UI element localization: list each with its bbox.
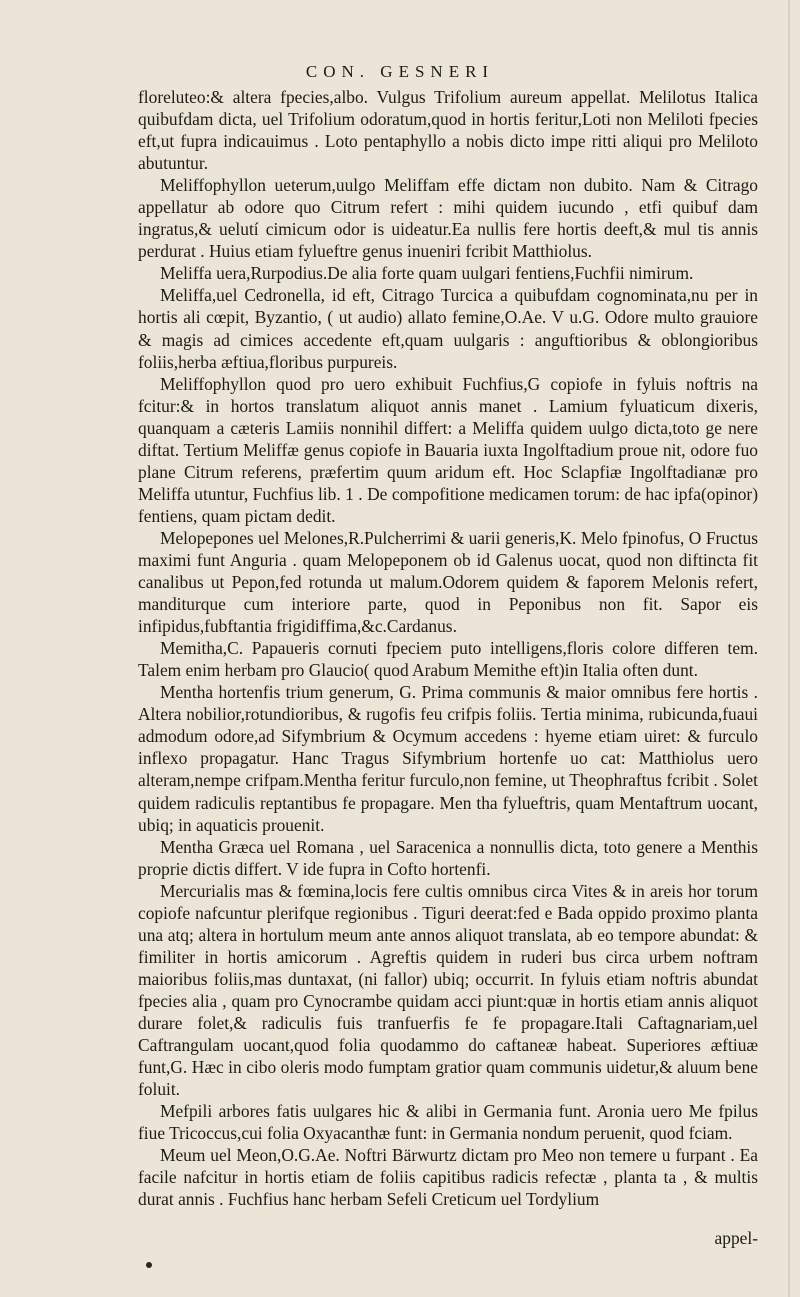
paragraph-melissophyllon-fuchsius: Meliffophyllon quod pro uero exhibuit Fuchfius,G copiofe in fyluis noftris na fcitur:& in hortos translatum aliquot annis manet . Lamium fyluaticum dixeris, quanquam a cæteris Lamiis nonnihil differt: a Meliffa quidem uulgo dicta,toto ge nere diftat. Tertium Meliffæ genus copiofe in Bauaria iuxta Ingolftadium proue nit, odore fuo plane Citrum referens, præfertim quum aridum eft. Hoc Sclapfiæ Ingolftadianæ pro Meliffa utuntur, Fuchfius lib. 1 . De compofitione medicamen torum: de hac ipfa(opinor) fentiens, quam pictam dedit. bbox=[138, 373, 758, 526]
paragraph-mercurialis: Mercurialis mas & fœmina,locis fere cultis omnibus circa Vites & in areis hor torum copiofe nafcuntur plerifque regionibus . Tiguri deerat:fed e Bada oppido proximo planta una atq; altera in hortulum meum ante annos aliquot translata, ab eo tempore abundat: & fimiliter in hortis amicorum . Agreftis quidem in ruderi bus circa urbem noftram maioribus foliis,mas duntaxat, (ni fallor) ubiq; occurrit. In fyluis etiam noftris abundat fpecies alia , quam pro Cynocrambe quidam acci piunt:quæ in hortis etiam annis aliquot durare folet,& radiculis fuis tranfuerfis fe fe propagare.Itali Caftagnariam,uel Caftrangulam uocant,quod folia quodammo do caftaneæ habeat. Superiores æftiuæ funt,G. Hæc in cibo oleris modo fumptam gratior quam communis uidetur,& aluum bene foluit. bbox=[138, 880, 758, 1100]
paragraph-melilotus: floreluteo:& altera fpecies,albo. Vulgus Trifolium aureum appellat. Melilotus Italica quibufdam dicta, uel Trifolium odoratum,quod in hortis feritur,Loti non Meliloti fpecies eft,ut fupra indicauimus . Loto pentaphyllo a nobis dicto impe ritti aliqui pro Meliloto abutuntur. bbox=[138, 87, 758, 174]
paragraph-mespili: Mefpili arbores fatis uulgares hic & alibi in Germania funt. Aronia uero Me fpilus fiue Tricoccus,cui folia Oxyacanthæ funt: in Germania nondum peruenit, quod fciam. bbox=[138, 1101, 758, 1144]
paragraph-melissa-uera: Meliffa uera,Rurpodius.De alia forte quam uulgari fentiens,Fuchfii nimirum. bbox=[160, 263, 694, 284]
paragraph-melissa-cedronella: Meliffa,uel Cedronella, id eft, Citrago Turcica a quibufdam cognominata,nu per in hortis ali cœpit, Byzantio, ( ut audio) allato femine,O.Ae. V u.G. Odore multo grauiore & magis ad cimices accedente eft,quam uulgaris : anguftioribus & oblongioribus foliis,herba æftiua,floribus purpureis. bbox=[138, 285, 758, 372]
running-header: CON. GESNERI bbox=[305, 62, 495, 81]
paragraph-melopepones: Melopepones uel Melones,R.Pulcherrimi & uarii generis,K. Melo fpinofus, O Fructus maximi funt Anguria . quam Melopeponem ob id Galenus uocat, quod non diftincta fit canalibus ut Pepon,fed rotunda ut malum.Odorem quidem & faporem Melonis refert, manditurque cum interiore parte, quod in Peponibus non fit. Sapor eis infipidus,fubftantia frigidiffima,&c.Cardanus. bbox=[138, 527, 758, 637]
paragraph-mentha-graeca: Mentha Græca uel Romana , uel Saracenica a nonnullis dicta, toto genere a Menthis proprie dictis differt. V ide fupra in Cofto hortenfi. bbox=[138, 836, 758, 879]
page-edge-line bbox=[788, 0, 790, 1297]
paragraph-mentha-hortensis: Mentha hortenfis trium generum, G. Prima communis & maior omnibus fere hortis . Altera nobilior,rotundioribus, & rugofis feu crifpis foliis. Tertia minima, rubicunda,fuaui admodum odore,ad Sifymbrium & Ocymum accedens : hyeme etiam uiret: & furculo inflexo propagatur. Hanc Tragus Sifymbrium hortenfe uo cat: Matthiolus uero alteram,nempe crifpam.Mentha feritur furculo,non femine, ut Theophraftus fcribit . Solet quidem radiculis reptantibus fe propagare. Men tha fylueftris, quam Mentaftrum uocant, ubiq; in aquaticis prouenit. bbox=[138, 682, 758, 835]
ink-dot bbox=[146, 1262, 152, 1268]
paragraph-meum: Meum uel Meon,O.G.Ae. Noftri Bärwurtz dictam pro Meo non temere u furpant . Ea facile nafcitur in hortis etiam de foliis capitibus radicis refectæ , planta ta , & multis durat annis . Fuchfius hanc herbam Sefeli Creticum uel Tordylium bbox=[138, 1145, 758, 1210]
body-text bbox=[138, 86, 758, 1210]
paragraph-memitha: Memitha,C. Papaueris cornuti fpeciem puto intelligens,floris colore differen tem. Talem enim herbam pro Glaucio( quod Arabum Memithe eft)in Italia often dunt. bbox=[138, 638, 758, 681]
paragraph-melissophyllon: Meliffophyllon ueterum,uulgo Meliffam effe dictam non dubito. Nam & Citrago appellatur ab odore quo Citrum refert : mihi quidem iucundo , etfi quibuf dam ingratus,& uelutí cimicum odor is uideatur.Ea nullis fere hortis deeft,& mul tis annis perdurat . Huius etiam fylueftre genus inueniri fcribit Matthiolus. bbox=[138, 175, 758, 262]
catchword: appel- bbox=[714, 1228, 758, 1248]
